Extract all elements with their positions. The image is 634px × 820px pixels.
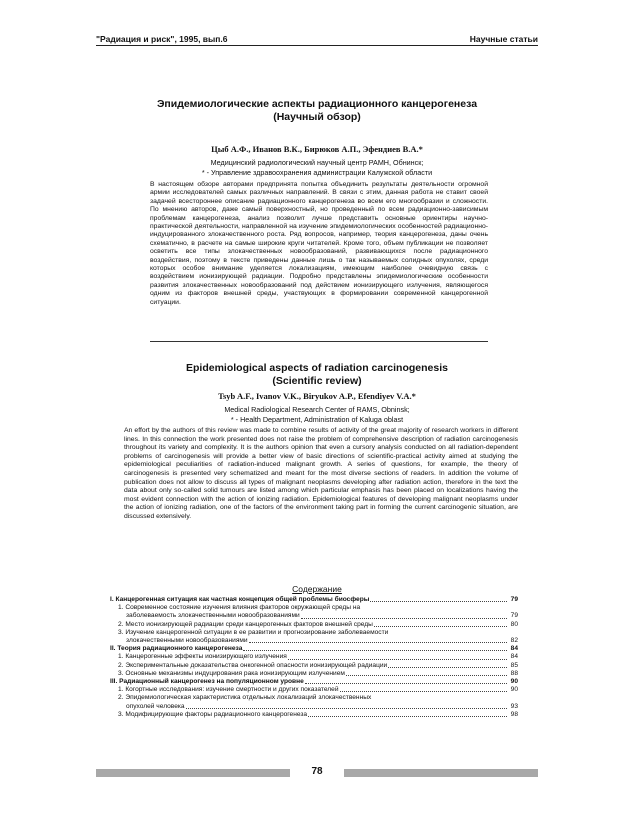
abstract-separator [150, 341, 488, 342]
toc-entry: I. Канцерогенная ситуация как частная концепция общей проблемы биосферы 79 [110, 596, 518, 603]
en-affiliation: Medical Radiological Research Center of RAMS, Obninsk; * - Health Department, Administration of Kaluga oblast [224, 405, 410, 424]
en-abstract: An effort by the authors of this review was made to combine results of activity of the great majority of research workers in different lines. In this connection the work presented does not raise the problem of comprehensive description of radiation carcinogenesis throughout its variety and complexity. It is the authors opinion that even a cursory analysis conducted on all radiation-dependent problems of carcinogenesis will provide a better view of basic directions of scientific-practical activity aimed at studying the epidemiological peculiarities of radiation-induced malignant growth. A series of questions, for example, the theory of carcinogenesis is presented very schematized and meant for the most diverse sections of readers. In addition the volume of publication does not allow to discuss all types of malignant neoplasms developing after radiation action, therefore in the text the data about only so-called solid tumours are listed among which particular emphasis has been placed on localizations having the most evident connection with the action of ionizing radiation. Epidemiological features of developing malignant neoplasms under the action of ionizing radiation, one of the factors of the environment taking part in forming the current carcinogenic situation, are discussed extensively. [124, 427, 518, 520]
toc-entry: 1. Канцерогенные эффекты ионизирующего излучения 84 [118, 653, 518, 661]
toc-entry: III. Радиационный канцерогенез на популяционном уровне 90 [110, 678, 518, 686]
en-title: Epidemiological aspects of radiation carcinogenesis (Scientific review) [186, 362, 448, 387]
toc-entry: 3. Изучение канцерогенной ситуации в ее развитии и прогнозирование заболеваемости [118, 628, 389, 636]
toc-entry-continuation: заболеваемость злокачественными новообразованиями 79 [126, 612, 518, 620]
ru-abstract: В настоящем обзоре авторами предпринята попытка объединить результаты деятельности огромной армии исследователей самых различных направлений. В связи с этим, данная работа не ставит своей задачей всестороннее описание радиационного канцерогенеза во всем его многообразии и сложности. По мнению авторов, даже самый поверхностный, но проведенный по всем радиационно-зависимым проблемам канцерогенеза, анализ позволит лучше представить основные ориентиры научно-практической деятельности, направленной на изучение эпидемиологических особенностей радиационно-индуцированного злокачественного роста. Ряд вопросов, например, теория канцерогенеза, даны очень схематично, в расчете на самые широкие круги читателей. Кроме того, объем публикации не позволяет осветить все типы злокачественных новообразований, развивающихся после радиационного воздействия, поэтому в тексте приведены данные лишь о так называемых солидных опухолях, среди которых особое внимание уделяется локализациям, имеющим наиболее очевидную связь с воздействием ионизирующей радиации. Подробно представлены эпидемиологические особенности развития злокачественных новообразований под действием ионизирующего излучения, являющегося одним из факторов внешней среды, участвующих в формировании современной канцерогенной ситуации. [150, 181, 488, 306]
ru-affiliation: Медицинский радиологический научный центр РАМН, Обнинск; * - Управление здравоохранения администрации Калужской области [201, 158, 433, 177]
footer-bar-left [96, 769, 290, 777]
ru-title: Эпидемиологические аспекты радиационного канцерогенеза (Научный обзор) [156, 98, 478, 123]
header-rule [96, 45, 538, 46]
toc-entry-continuation: злокачественными новообразованиями 82 [126, 637, 518, 645]
toc-entry: 3. Основные механизмы индуцирования рака ионизирующим излучением 88 [118, 669, 518, 677]
toc-entry: 2. Экспериментальные доказательства онкогенной опасности ионизирующей радиации 85 [118, 661, 518, 669]
footer-bar-right [344, 769, 538, 777]
journal-header: "Радиация и риск", 1995, вып.6 [96, 34, 228, 44]
toc-entry: 1. Когортные исследования: изучение смертности и других показателей 90 [118, 686, 518, 694]
page-number: 78 [311, 766, 323, 777]
toc-entry: 3. Модифицирующие факторы радиационного канцерогенеза 98 [118, 710, 518, 718]
toc-entry: 2. Место ионизирующей радиации среди канцерогенных факторов внешней среды 80 [118, 620, 518, 628]
toc-entry: 1. Современное состояние изучения влияния факторов окружающей среды на [118, 604, 361, 612]
ru-authors: Цыб А.Ф., Иванов В.К., Бирюков А.П., Эфендиев В.А.* [211, 144, 423, 154]
toc-entry: II. Теория радиационного канцерогенеза 84 [110, 645, 518, 653]
table-of-contents [110, 596, 518, 719]
toc-entry-continuation: опухолей человека 93 [126, 702, 518, 710]
en-authors: Tsyb A.F., Ivanov V.K., Biryukov A.P., Efendiyev V.A.* [218, 391, 416, 401]
section-header: Научные статьи [469, 34, 538, 44]
toc-entry: 2. Эпидемиологическая характеристика отдельных локализаций злокачественных [118, 694, 372, 702]
toc-title: Содержание [292, 584, 342, 594]
